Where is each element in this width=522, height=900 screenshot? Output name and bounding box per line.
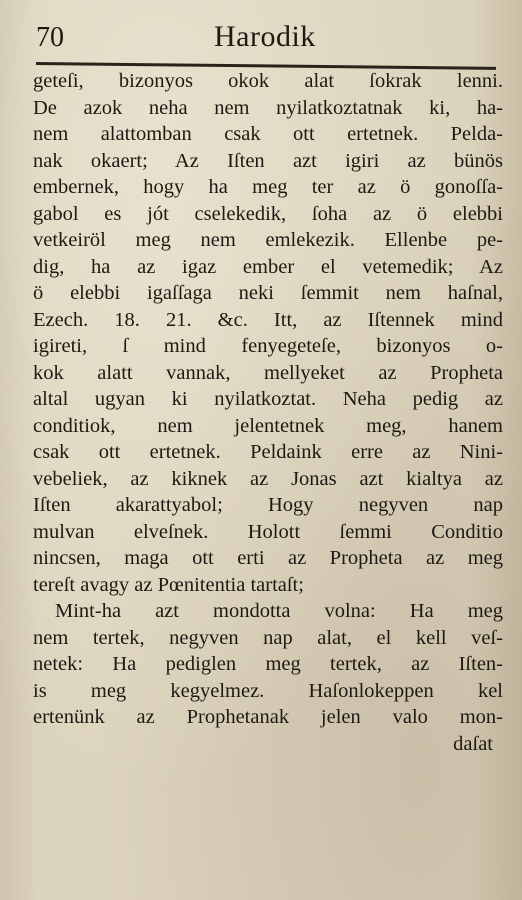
page-header bbox=[36, 18, 496, 58]
text-line: ö elebbi igaſſaga neki ſemmit nem haſnal, bbox=[33, 282, 503, 304]
text-line: Mint-ha azt mondotta volna: Ha meg bbox=[55, 600, 503, 622]
text-line: is meg kegyelmez. Haſonlokeppen kel bbox=[33, 679, 503, 702]
text-line: kok alatt vannak, mellyeket az Propheta bbox=[33, 361, 503, 384]
text-line: nem alattomban csak ott ertetnek. Pelda- bbox=[33, 123, 503, 145]
text-line: nem tertek, negyven nap alat, el kell veſ- bbox=[33, 626, 503, 649]
text-line: geteſi, bizonyos okok alat ſokrak lenni. bbox=[33, 70, 503, 92]
text-line: conditiok, nem jelentetnek meg, hanem bbox=[33, 414, 503, 437]
running-head: Harodik bbox=[214, 20, 316, 53]
text-line: Iſten akarattyabol; Hogy negyven nap bbox=[33, 494, 503, 516]
text-line: igireti, ſ mind fenyegeteſe, bizonyos o- bbox=[33, 335, 503, 357]
text-line: ertenünk az Prophetanak jelen valo mon- bbox=[33, 706, 503, 728]
text-line: Ezech. 18. 21. &c. Itt, az Iſtennek mind bbox=[33, 308, 503, 331]
text-line: De azok neha nem nyilatkoztatnak ki, ha- bbox=[33, 96, 503, 119]
text-line: altal ugyan ki nyilatkoztat. Neha pedig az bbox=[33, 388, 503, 410]
text-line: tereſt avagy az Pœnitentia tartaſt; bbox=[33, 573, 304, 596]
catchword: daſat bbox=[453, 732, 493, 755]
text-line: nincsen, maga ott erti az Propheta az meg bbox=[33, 547, 503, 569]
page-number: 70 bbox=[36, 22, 64, 53]
text-line: dig, ha az igaz ember el vetemedik; Az bbox=[33, 255, 503, 278]
text-line: csak ott ertetnek. Peldaink erre az Nini- bbox=[33, 441, 503, 463]
text-line: vetkeiröl meg nem emlekezik. Ellenbe pe- bbox=[33, 229, 503, 251]
text-line: vebeliek, az kiknek az Jonas azt kialtya az bbox=[33, 467, 503, 490]
text-line: embernek, hogy ha meg ter az ö gonoſſa- bbox=[33, 176, 503, 198]
body-text bbox=[33, 68, 503, 757]
text-line: netek: Ha pediglen meg tertek, az Iſten- bbox=[33, 653, 503, 675]
text-line: gabol es jót cselekedik, ſoha az ö elebbi bbox=[33, 202, 503, 225]
text-line: mulvan elveſnek. Holott ſemmi Conditio bbox=[33, 520, 503, 543]
text-line: nak okaert; Az Iſten azt igiri az bünös bbox=[33, 149, 503, 172]
